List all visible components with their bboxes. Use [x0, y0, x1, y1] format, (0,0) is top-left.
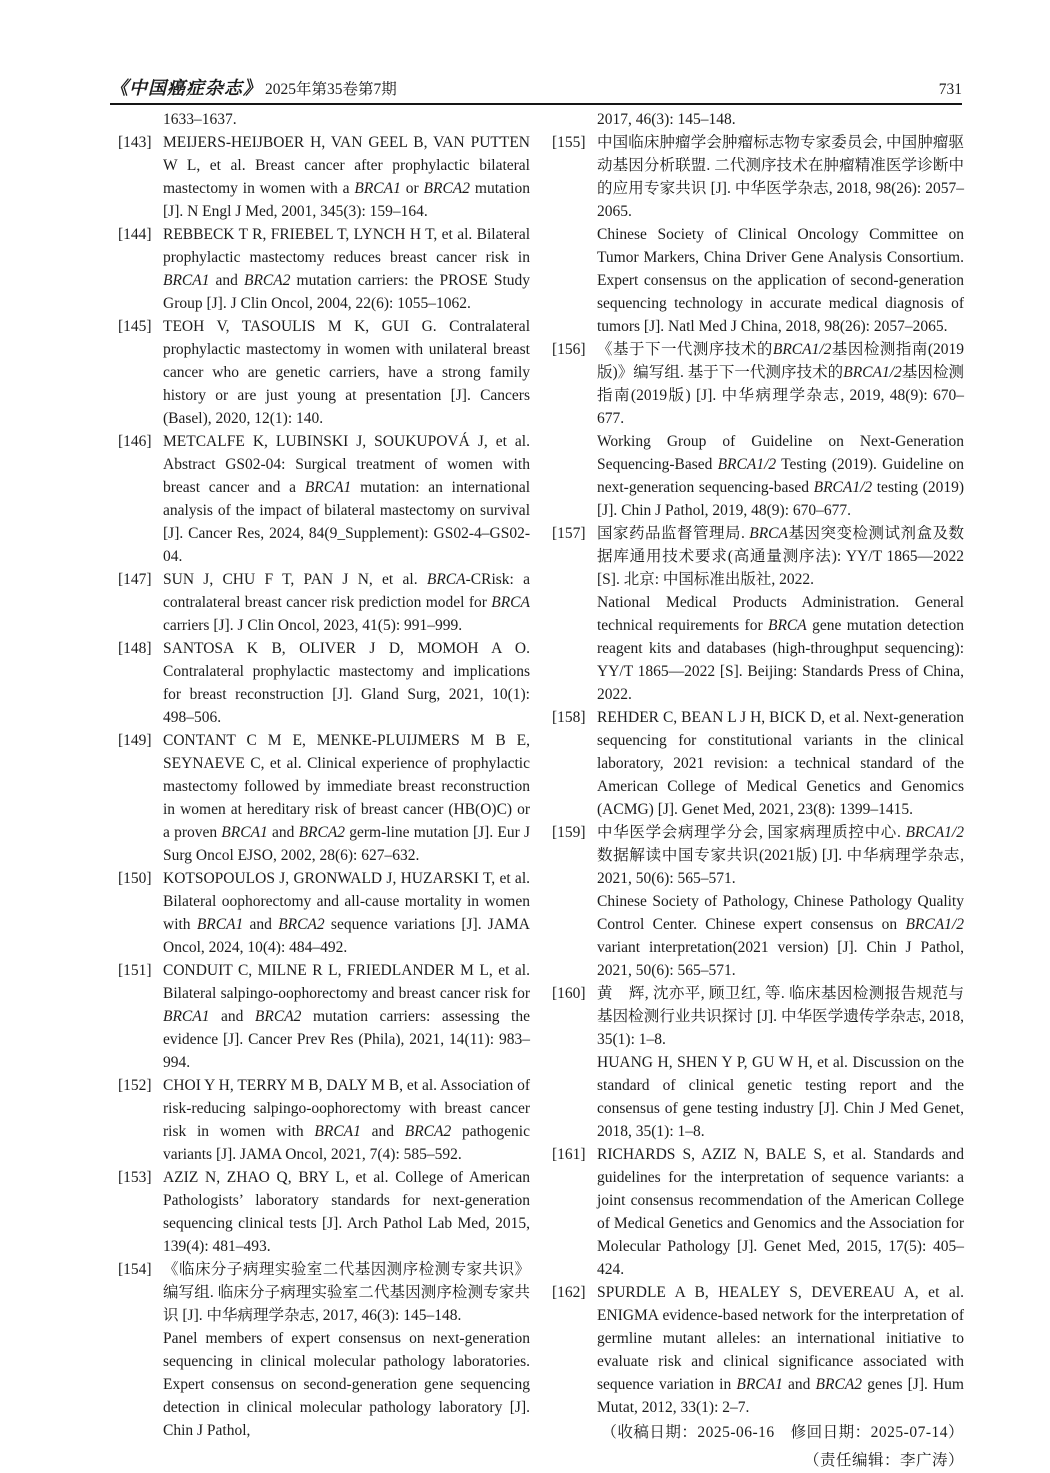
reference-text: 中华医学会病理学分会, 国家病理质控中心. BRCA1/2数据解读中国专家共识(2021版) [J]. 中华病理学杂志, 2021, 50(6): 565–571.: [597, 824, 964, 887]
reference-number: [162]: [552, 1284, 586, 1301]
reference-text: 黄 辉, 沈亦平, 顾卫红, 等. 临床基因检测报告规范与基因检测行业共识探讨 [J]. 中华医学遗传学杂志, 2018, 35(1): 1–8.: [597, 985, 964, 1048]
reference-text: CONDUIT C, MILNE R L, FRIEDLANDER M L, et al. Bilateral salpingo-oophorectomy and breast cancer risk for BRCA1 and BRCA2 mutation carriers: assessing the evidence [J]. Cancer Prev Res (Phila), 2021, 14(11): 983–994.: [163, 962, 530, 1071]
reference-number: [153]: [118, 1169, 152, 1186]
reference-number: [158]: [552, 709, 586, 726]
reference-number: [150]: [118, 870, 152, 887]
reference-number: [157]: [552, 525, 586, 542]
reference-text: REBBECK T R, FRIEBEL T, LYNCH H T, et al. Bilateral prophylactic mastectomy reduces breast cancer risk in BRCA1 and BRCA2 mutation carriers: the PROSE Study Group [J]. J Clin Oncol, 2004, 22(6): 1055–1062.: [163, 226, 530, 312]
reference-entry: [552, 522, 964, 706]
reference-number: [145]: [118, 318, 152, 335]
reference-text: REHDER C, BEAN L J H, BICK D, et al. Next-generation sequencing for constitutional variants in the clinical laboratory, 2021 revision: a technical standard of the American College of Medical Genetics and Genomics (ACMG) [J]. Genet Med, 2021, 23(8): 1399–1415.: [597, 709, 964, 818]
reference-text: RICHARDS S, AZIZ N, BALE S, et al. Standards and guidelines for the interpretation of sequence variants: a joint consensus recommendation of the American College of Medical Genetics and Genomics and the Association for Molecular Pathology [J]. Genet Med, 2015, 17(5): 405–424.: [597, 1146, 964, 1278]
reference-text: MEIJERS-HEIJBOER H, VAN GEEL B, VAN PUTTEN W L, et al. Breast cancer after prophylactic bilateral mastectomy in women with a BRCA1 or BRCA2 mutation [J]. N Engl J Med, 2001, 345(3): 159–164.: [163, 134, 530, 220]
reference-number: [147]: [118, 571, 152, 588]
reference-entry: [552, 821, 964, 982]
reference-entry: [118, 315, 530, 430]
reference-number: [151]: [118, 962, 152, 979]
reference-entry: [552, 131, 964, 338]
reference-entry: [118, 959, 530, 1074]
reference-entry: [118, 637, 530, 729]
refs-list-right: [552, 131, 964, 1419]
reference-entry: [118, 568, 530, 637]
reference-entry: [552, 338, 964, 522]
refs-list-left: [118, 131, 530, 1442]
page-header: [110, 74, 962, 105]
reference-text: Panel members of expert consensus on next-generation sequencing in clinical molecular pathology laboratories. Expert consensus on second-generation gene sequencing detection in clinical molecular pathology laboratory [J]. Chin J Pathol,: [163, 1330, 530, 1439]
reference-text: 《基于下一代测序技术的BRCA1/2基因检测指南(2019版)》编写组. 基于下一代测序技术的BRCA1/2基因检测指南(2019版) [J]. 中华病理学杂志, 2019, 48(9): 670–677.: [597, 341, 964, 427]
reference-entry: [118, 729, 530, 867]
reference-entry: [552, 1281, 964, 1419]
reference-text: TEOH V, TASOULIS M K, GUI G. Contralateral prophylactic mastectomy in women with unilateral breast cancer who are genetic carriers, have a strong family history or are just young at presentation [J]. Cancers (Basel), 2020, 12(1): 140.: [163, 318, 530, 427]
reference-number: [149]: [118, 732, 152, 749]
reference-text: SUN J, CHU F T, PAN J N, et al. BRCA-CRisk: a contralateral breast cancer risk prediction model for BRCA carriers [J]. J Clin Oncol, 2023, 41(5): 991–999.: [163, 571, 530, 634]
reference-number: [152]: [118, 1077, 152, 1094]
reference-entry: [118, 1166, 530, 1258]
references-column-right: [552, 108, 964, 1472]
reference-text: 国家药品监督管理局. BRCA基因突变检测试剂盒及数据库通用技术要求(高通量测序法): YY/T 1865—2022 [S]. 北京: 中国标准出版社, 2022.: [597, 525, 964, 588]
reference-text: CHOI Y H, TERRY M B, DALY M B, et al. Association of risk-reducing salpingo-oophorectomy with breast cancer risk in women with BRCA1 and BRCA2 pathogenic variants [J]. JAMA Oncol, 2021, 7(4): 585–592.: [163, 1077, 530, 1163]
reference-entry: [552, 982, 964, 1143]
reference-text: METCALFE K, LUBINSKI J, SOUKUPOVÁ J, et al. Abstract GS02-04: Surgical treatment of women with breast cancer and a BRCA1 mutation: an international analysis of the impact of bilateral mastectomy on survival [J]. Cancer Res, 2024, 84(9_Supplement): GS02-4–GS02-04.: [163, 433, 531, 565]
reference-entry: [118, 1258, 530, 1442]
reference-text: KOTSOPOULOS J, GRONWALD J, HUZARSKI T, et al. Bilateral oophorectomy and all-cause mortality in women with BRCA1 and BRCA2 sequence variations [J]. JAMA Oncol, 2024, 10(4): 484–492.: [163, 870, 531, 956]
reference-entry: [118, 1074, 530, 1166]
reference-text: HUANG H, SHEN Y P, GU W H, et al. Discussion on the standard of clinical genetic testing report and the consensus of gene testing industry [J]. Chin J Med Genet, 2018, 35(1): 1–8.: [597, 1054, 964, 1140]
reference-number: [146]: [118, 433, 152, 450]
reference-text: SPURDLE A B, HEALEY S, DEVEREAU A, et al. ENIGMA evidence-based network for the interpretation of germline mutant alleles: an international initiative to evaluate risk and clinical significance associated with sequence variation in BRCA1 and BRCA2 genes [J]. Hum Mutat, 2012, 33(1): 2–7.: [597, 1284, 964, 1416]
reference-text: National Medical Products Administration. General technical requirements for BRCA gene mutation detection reagent kits and databases (high-throughput sequencing): YY/T 1865—2022 [S]. Beijing: Standards Press of China, 2022.: [597, 594, 964, 703]
journal-title: 《中国癌症杂志》: [110, 78, 262, 98]
reference-entry: [118, 223, 530, 315]
reference-number: [160]: [552, 985, 586, 1002]
reference-entry: [552, 1143, 964, 1281]
reference-text: 中国临床肿瘤学会肿瘤标志物专家委员会, 中国肿瘤驱动基因分析联盟. 二代测序技术在肿瘤精准医学诊断中的应用专家共识 [J]. 中华医学杂志, 2018, 98(26): 2057–2065.: [597, 134, 964, 220]
header-line: [110, 74, 962, 100]
page-number: 731: [938, 81, 962, 98]
reference-number: [156]: [552, 341, 586, 358]
reference-number: [148]: [118, 640, 152, 657]
reference-number: [144]: [118, 226, 152, 243]
reference-number: [155]: [552, 134, 586, 151]
reference-entry: [118, 430, 530, 568]
reference-number: [143]: [118, 134, 152, 151]
reference-text: Chinese Society of Pathology, Chinese Pathology Quality Control Center. Chinese expert consensus on BRCA1/2 variant interpretation(2021 version) [J]. Chin J Pathol, 2021, 50(6): 565–571.: [597, 893, 964, 979]
carryover-line: 1633–1637.: [163, 111, 237, 128]
reference-number: [161]: [552, 1146, 586, 1163]
reference-text: AZIZ N, ZHAO Q, BRY L, et al. College of American Pathologists’ laboratory standards for next-generation sequencing clinical tests [J]. Arch Pathol Lab Med, 2015, 139(4): 481–493.: [163, 1169, 530, 1255]
reference-entry: [552, 706, 964, 821]
reference-text: Working Group of Guideline on Next-Generation Sequencing-Based BRCA1/2 Testing (2019). Guideline on next-generation sequencing-based BRCA1/2 testing (2019) [J]. Chin J Pathol, 2019, 48(9): 670–677.: [597, 433, 965, 519]
carryover-line: 2017, 46(3): 145–148.: [597, 111, 736, 128]
footer-responsible-editor: （责任编辑：李广涛）: [803, 1452, 964, 1469]
header-rule: [110, 103, 962, 105]
reference-number: [154]: [118, 1261, 152, 1278]
reference-text: SANTOSA K B, OLIVER J D, MOMOH A O. Contralateral prophylactic mastectomy and implications for breast reconstruction [J]. Gland Surg, 2021, 10(1): 498–506.: [163, 640, 530, 726]
reference-number: [159]: [552, 824, 586, 841]
footer-received-revised-dates: （收稿日期：2025-06-16 修回日期：2025-07-14）: [601, 1424, 964, 1441]
reference-text: CONTANT C M E, MENKE-PLUIJMERS M B E, SEYNAEVE C, et al. Clinical experience of prophylactic mastectomy followed by immediate breast reconstruction in women at hereditary risk of breast cancer (HB(O)C) or a proven BRCA1 and BRCA2 germ-line mutation [J]. Eur J Surg Oncol EJSO, 2002, 28(6): 627–632.: [163, 732, 530, 864]
reference-text: Chinese Society of Clinical Oncology Committee on Tumor Markers, China Driver Gene Analysis Consortium. Expert consensus on the application of second-generation sequencing technology in accurate medical diagnosis of tumors [J]. Natl Med J China, 2018, 98(26): 2057–2065.: [597, 226, 964, 335]
references-column-left: [118, 108, 530, 1442]
reference-entry: [118, 131, 530, 223]
reference-entry: [118, 867, 530, 959]
reference-text: 《临床分子病理实验室二代基因测序检测专家共识》编写组. 临床分子病理实验室二代基因测序检测专家共识 [J]. 中华病理学杂志, 2017, 46(3): 145–148.: [163, 1261, 530, 1324]
issue-info: 2025年第35卷第7期: [265, 81, 397, 98]
